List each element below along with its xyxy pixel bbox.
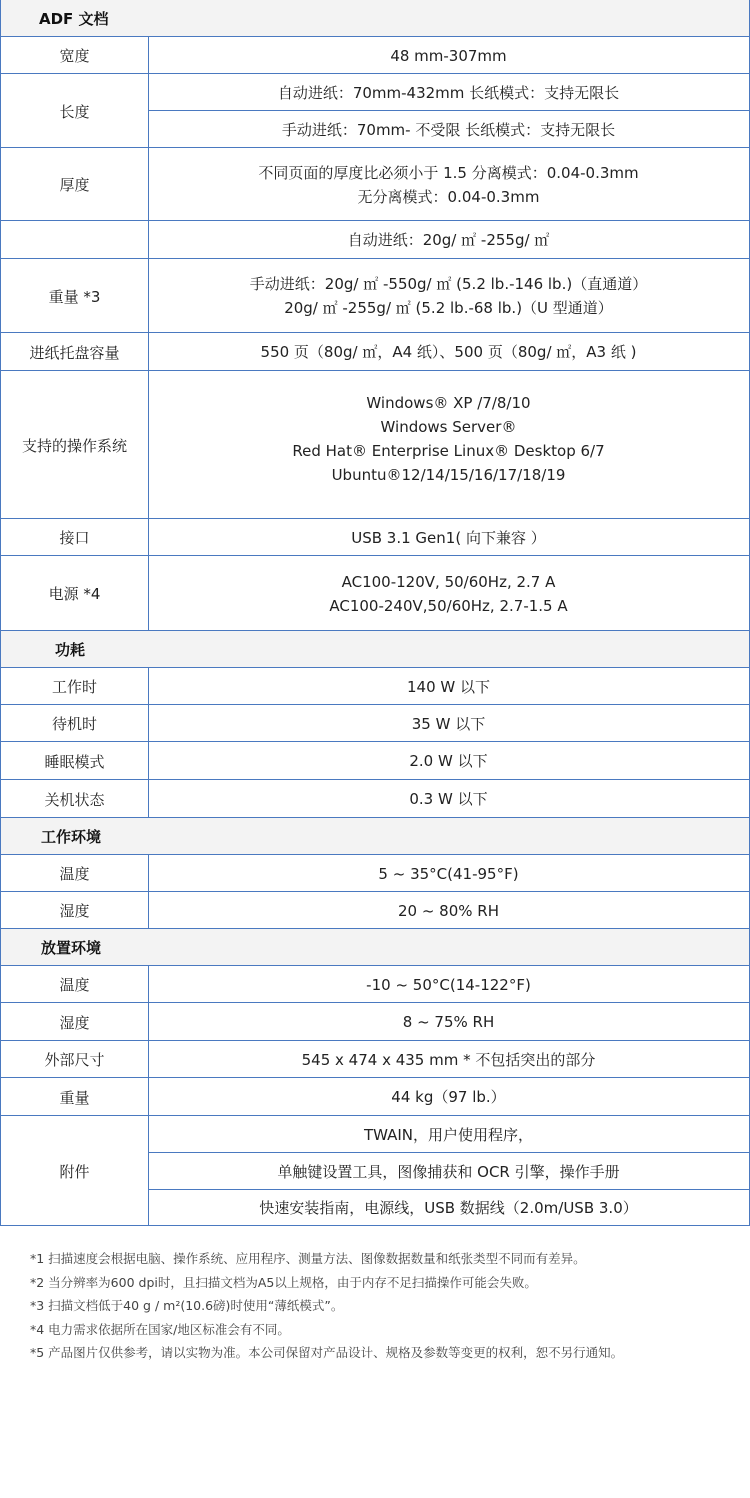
row-value-st-temp xyxy=(148,965,750,1003)
row-label-os: 支持的操作系统 xyxy=(0,370,149,519)
row-label-accessories: 附件 xyxy=(0,1115,149,1226)
power-work-value: 140 W 以下 xyxy=(407,677,490,696)
mass-value: 44 kg（97 lb.） xyxy=(391,1088,506,1106)
row-value-thickness xyxy=(148,147,750,221)
row-label-op-humidity: 湿度 xyxy=(0,891,149,929)
footnote: *3 扫描文档低于40 g / m²(10.6磅)时使用“薄纸模式”。 xyxy=(30,1298,344,1313)
row-label-interface: 接口 xyxy=(0,518,149,556)
row-label-st-humidity: 湿度 xyxy=(0,1002,149,1041)
op-humidity-value: 20 ~ 80% RH xyxy=(397,901,499,920)
row-label-power-standby: 待机时 xyxy=(0,704,149,742)
dimensions-value: 545 x 474 x 435 mm * 不包括突出的部分 xyxy=(301,1050,596,1069)
row-value-power-standby xyxy=(148,704,750,742)
row-label-power-off: 关机状态 xyxy=(0,779,149,818)
width-value: 48 mm-307mm xyxy=(390,46,507,65)
row-value-tray xyxy=(148,332,750,371)
row-value-length-auto xyxy=(148,73,750,111)
st-humidity-value: 8 ~ 75% RH xyxy=(402,1013,495,1031)
footnote: *2 当分辨率为600 dpi时，且扫描文档为A5以上规格，由于内存不足扫描操作可能会失败。 xyxy=(30,1274,537,1290)
row-value-interface xyxy=(148,518,750,556)
power-off-value: 0.3 W 以下 xyxy=(409,790,488,808)
power-sleep-value: 2.0 W 以下 xyxy=(409,752,488,770)
row-value-width xyxy=(148,36,750,74)
power-standby-value: 35 W 以下 xyxy=(411,714,486,733)
interface-value: USB 3.1 Gen1( 向下兼容 ） xyxy=(351,528,546,547)
section-title: 放置环境 xyxy=(41,939,102,957)
section-header-adf xyxy=(0,0,750,37)
row-value-power-supply xyxy=(148,555,750,631)
os-line-2: Windows Server® xyxy=(380,418,517,436)
accessories-item: TWAIN，用户使用程序， xyxy=(363,1125,534,1144)
row-value-weight-manual xyxy=(148,258,750,333)
op-temp-value: 5 ~ 35°C(41-95°F) xyxy=(378,864,519,883)
row-value-accessories-1 xyxy=(148,1115,750,1153)
row-value-os xyxy=(148,370,750,519)
row-label-length: 长度 xyxy=(0,73,149,148)
row-value-dimensions xyxy=(148,1040,750,1078)
section-title: ADF 文档 xyxy=(39,10,109,28)
row-value-op-humidity xyxy=(148,891,750,929)
row-value-power-work xyxy=(148,667,750,705)
weight-auto-value: 自动进纸：20g/ ㎡ -255g/ ㎡ xyxy=(347,231,550,249)
row-value-accessories-2 xyxy=(148,1152,750,1190)
length-manual-value: 手动进纸：70mm- 不受限 长纸模式：支持无限长 xyxy=(281,120,616,139)
row-label-width: 宽度 xyxy=(0,36,149,74)
row-label-power-sleep: 睡眠模式 xyxy=(0,741,149,780)
section-header-env-storage xyxy=(0,928,750,966)
footnotes xyxy=(30,1247,730,1365)
row-label-weight: 重量 *3 xyxy=(0,258,149,333)
row-label-st-temp: 温度 xyxy=(0,965,149,1003)
footnote: *1 扫描速度会根据电脑、操作系统、应用程序、测量方法、图像数据数量和纸张类型不同而有差异。 xyxy=(30,1251,586,1266)
row-label-power-work: 工作时 xyxy=(0,667,149,705)
section-title: 工作环境 xyxy=(41,828,102,846)
row-label-op-temp: 温度 xyxy=(0,854,149,892)
thickness-line-1: 不同页面的厚度比必须小于 1.5 分离模式：0.04-0.3mm xyxy=(258,163,639,182)
row-label-dimensions: 外部尺寸 xyxy=(0,1040,149,1078)
row-label-tray: 进纸托盘容量 xyxy=(0,332,149,371)
footnote: *5 产品图片仅供参考，请以实物为准。本公司保留对产品设计、规格及参数等变更的权利，恕不另行通知。 xyxy=(30,1345,624,1360)
length-auto-value: 自动进纸：70mm-432mm 长纸模式：支持无限长 xyxy=(277,83,620,102)
accessories-item: 快速安装指南，电源线，USB 数据线（2.0m/USB 3.0） xyxy=(259,1199,638,1217)
weight-manual-line-1: 手动进纸：20g/ ㎡ -550g/ ㎡ (5.2 lb.-146 lb.)（直通道） xyxy=(249,275,648,293)
os-line-3: Red Hat® Enterprise Linux® Desktop 6/7 xyxy=(292,442,605,460)
weight-manual-line-2: 20g/ ㎡ -255g/ ㎡ (5.2 lb.-68 lb.)（U 型通道） xyxy=(284,299,613,317)
section-header-env-operating xyxy=(0,817,750,855)
row-label-mass: 重量 xyxy=(0,1077,149,1116)
row-value-power-sleep xyxy=(148,741,750,780)
accessories-item: 单触键设置工具，图像捕获和 OCR 引擎，操作手册 xyxy=(277,1162,620,1181)
footnote: *4 电力需求依据所在国家/地区标准会有不同。 xyxy=(30,1321,290,1337)
row-label-power-supply: 电源 *4 xyxy=(0,555,149,631)
os-line-1: Windows® XP /7/8/10 xyxy=(366,394,531,412)
row-value-weight-auto xyxy=(148,220,750,259)
section-title: 功耗 xyxy=(55,641,86,659)
os-line-4: Ubuntu®12/14/15/16/17/18/19 xyxy=(331,466,566,484)
row-value-power-off xyxy=(148,779,750,818)
row-value-accessories-3 xyxy=(148,1189,750,1226)
row-value-op-temp xyxy=(148,854,750,892)
table-bottom-border xyxy=(0,1225,750,1226)
row-value-length-manual xyxy=(148,110,750,148)
row-label-weight-blank xyxy=(0,220,149,259)
row-value-st-humidity xyxy=(148,1002,750,1041)
st-temp-value: -10 ~ 50°C(14-122°F) xyxy=(366,975,531,994)
row-value-mass xyxy=(148,1077,750,1116)
row-label-thickness: 厚度 xyxy=(0,147,149,221)
tray-value: 550 页（80g/ ㎡，A4 纸）、500 页（80g/ ㎡，A3 纸 ) xyxy=(260,343,637,361)
section-header-power xyxy=(0,630,750,668)
thickness-line-2: 无分离模式：0.04-0.3mm xyxy=(357,187,540,206)
power-supply-line-2: AC100-240V,50/60Hz, 2.7-1.5 A xyxy=(329,596,568,615)
power-supply-line-1: AC100-120V, 50/60Hz, 2.7 A xyxy=(341,572,556,591)
